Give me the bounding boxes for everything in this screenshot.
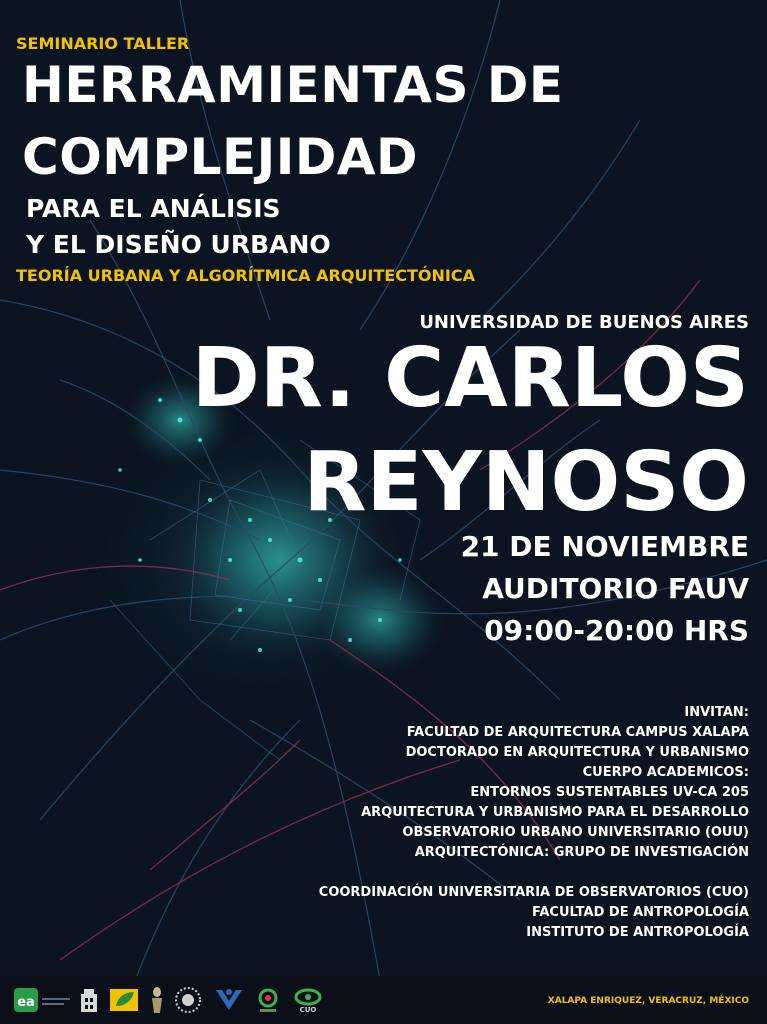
invitan-line: DOCTORADO EN ARQUITECTURA Y URBANISMO: [405, 745, 749, 760]
invitan-line: COORDINACIÓN UNIVERSITARIA DE OBSERVATORIOS (CUO): [318, 885, 749, 900]
invitan-line: ARQUITECTÓNICA: GRUPO DE INVESTIGACIÓN: [414, 845, 749, 860]
footer-location: XALAPA ENRIQUEZ, VERACRUZ, MÉXICO: [547, 996, 749, 1006]
subtitle-line-2: Y EL DISEÑO URBANO: [26, 230, 331, 259]
svg-text:CUO: CUO: [299, 1006, 317, 1014]
title-line-2: COMPLEJIDAD: [22, 128, 419, 186]
invitan-line: OBSERVATORIO URBANO UNIVERSITARIO (OUU): [402, 825, 749, 840]
speaker-name-line-2: REYNOSO: [303, 435, 749, 530]
invitan-line: INSTITUTO DE ANTROPOLOGÍA: [526, 925, 749, 940]
seminar-label: SEMINARIO TALLER: [16, 34, 190, 53]
event-venue: AUDITORIO FAUV: [482, 572, 749, 605]
speaker-institution: UNIVERSIDAD DE BUENOS AIRES: [419, 312, 749, 333]
seal-logo: [172, 986, 204, 1014]
invitan-line: FACULTAD DE ARQUITECTURA CAMPUS XALAPA: [406, 725, 749, 740]
event-date: 21 DE NOVIEMBRE: [460, 530, 749, 563]
invitan-line: ENTORNOS SUSTENTABLES UV-CA 205: [470, 785, 749, 800]
invitan-heading: INVITAN:: [684, 705, 749, 720]
figure-logo: [148, 986, 166, 1014]
building-logo: [78, 986, 100, 1014]
subtitle-line-1: PARA EL ANÁLISIS: [26, 194, 281, 223]
invitan-line: FACULTAD DE ANTROPOLOGÍA: [531, 905, 749, 920]
invitan-line: ARQUITECTURA Y URBANISMO PARA EL DESARROLLO: [361, 805, 749, 820]
speaker-name-line-1: DR. CARLOS: [191, 331, 749, 426]
tagline: TEORÍA URBANA Y ALGORÍTMICA ARQUITECTÓNICA: [16, 266, 475, 285]
ouu-logo: [252, 986, 284, 1014]
ea-logo: [14, 986, 72, 1014]
uv-logo: [212, 986, 246, 1014]
cuo-logo: [290, 986, 326, 1014]
invitan-line: CUERPO ACADEMICOS:: [582, 765, 749, 780]
leaf-logo: [108, 986, 140, 1014]
event-time: 09:00-20:00 HRS: [484, 614, 749, 647]
title-line-1: HERRAMIENTAS DE: [22, 56, 564, 114]
svg-text:ea: ea: [17, 995, 35, 1010]
